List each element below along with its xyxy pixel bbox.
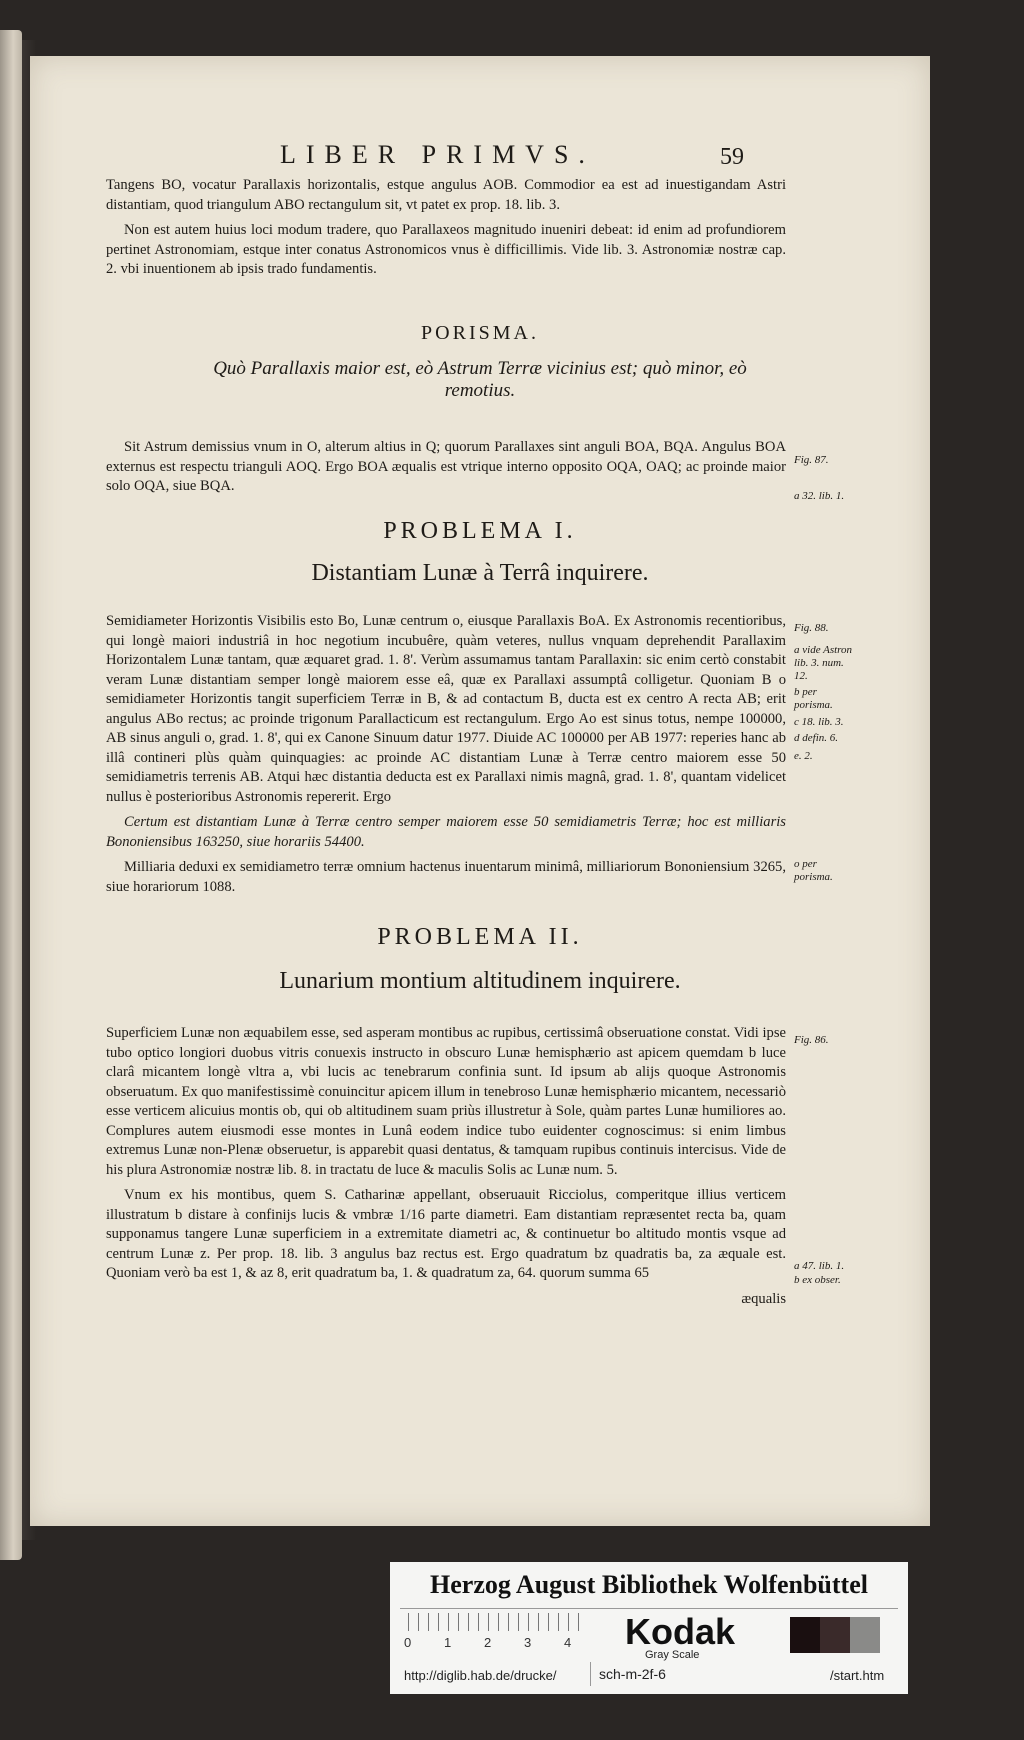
paragraph: Semidiameter Horizontis Visibilis esto Bo, Lunæ centrum o, eiusque Parallaxis BoA. Ex Astronomis recentioribus, qui longè maiori industriâ in hoc negotium incubuêre, quàm veteres, nullus vnquam deprehendit Parallaxim Horizontalem Lunæ tantam, quæ æquaret grad. 1. 8'. Verùm assumamus tantam Parallaxin: sic enim certò constabit veram Lunæ distantiam semper longè maiorem esse eâ, quæ ex Parallaxi assumptâ colligetur. Quoniam B o semidiameter Horizontis tangit superficiem Terræ in B, & ad contactum B, ducta est ex centro A recta AB; erit angulus ABo rectus; ac proinde trigonum Parallacticum est rectangulum. Ergo Ao est sinus totus, nempe 100000, AB sinus anguli o, grad. 1. 8', qui ex Canone Sinuum datur 1977. Diuide AC 100000 per AB 1977: reperies hanc ab illâ contineri plùs quàm quinquagies: ac proinde AC distantiam Lunæ à Terræ centro maiorem esse 50 semidiametris terrenis AB. Atqui hæc distantia deducta est ex Parallaxi nimis magnâ, grad. 1. 8', quantam videlicet nullus è posterioribus Astronomis repererit. Ergo xyxy=(106,613,786,805)
intro-text xyxy=(106,176,786,286)
gray-scale xyxy=(400,1608,898,1661)
margin-note: e. 2. xyxy=(794,750,813,762)
scale-number: 2 xyxy=(484,1635,492,1650)
margin-note: Fig. 86. xyxy=(794,1034,829,1046)
catchword: æqualis xyxy=(741,1290,786,1307)
running-header xyxy=(30,140,930,180)
page-number: 59 xyxy=(720,144,744,170)
scale-number: 4 xyxy=(564,1635,572,1650)
paragraph-italic: Certum est distantiam Lunæ à Terræ centro semper maiorem esse 50 semidiametris Terræ; hoc est milliaris Bononiensibus 163250, siue horariis 54400. xyxy=(106,814,786,850)
margin-note: a vide Astron lib. 3. num. 12. xyxy=(794,644,853,682)
margin-note: c 18. lib. 3. xyxy=(794,716,844,728)
scale-number: 3 xyxy=(524,1635,532,1650)
gray-scale-label: Gray Scale xyxy=(645,1649,700,1661)
kodak-logo: Kodak xyxy=(625,1611,736,1652)
margin-note: b per porisma. xyxy=(794,686,833,711)
problem-2-title: Lunarium montium altitudinem inquirere. xyxy=(279,968,681,994)
porisma-title: Quò Parallaxis maior est, eò Astrum Terræ vicinius est; quò minor, eò remotius. xyxy=(213,358,747,401)
margin-note: a 47. lib. 1. xyxy=(794,1260,845,1272)
margin-note: d defin. 6. xyxy=(794,732,838,744)
gray-swatch xyxy=(790,1617,820,1653)
paragraph: Superficiem Lunæ non æquabilem esse, sed asperam montibus ac rupibus, certissimâ obseruatione constat. Vidi ipse tubo optico longiori duobus vitris conuexis instructo in obscuro Lunæ hemisphærio ast apicem quemdam b luce clarâ micantem longè vltra a, vbi lucis ac tenebrarum confinia sunt. Id ipsum ab alijs quoque Astronomis obseruatum. Ex quo manifestissimè conuincitur apicem illum in tenebroso Lunæ hemisphærio micantem, necessariò esse verticem alicuius montis ob, qui ob altitudinem suam priùs illustretur à Sole, quàm partes Lunæ humiliores ao. Complures autem eiusmodi esse montes in Lunâ eodem indice tubo euidenter cognoscimus: si enim limbus extremus Lunæ non-Plenæ obseruetur, is apparebit quasi dentatus, & tamquam rupibus continuis intercisus. Vide de his plura Astronomiæ nostræ lib. 8. in tractatu de luce & maculis Solis ac Lunæ num. 5. xyxy=(106,1025,786,1178)
book-page xyxy=(30,56,930,1526)
paragraph: Vnum ex his montibus, quem S. Catharinæ appellant, obseruauit Ricciolus, comperitque illius verticem illustratum b distare à confinijs lucis & vmbræ 1/16 parte diametri. Eam distantiam repræsentet recta ba, quam supponamus tangere Lunæ superficiem in a extremitate diametri ac, & continuetur bo altitudo montis vsque ad centrum Lunæ z. Per prop. 18. lib. 3 angulus baz rectus est. Ergo quadratum bz quadratis ba, za æquale est. Quoniam verò ba est 1, & az 8, erit quadratum ba, 1. & quadratum za, 64. quorum summa 65 xyxy=(106,1187,786,1281)
adjacent-page-edge xyxy=(0,30,22,1560)
margin-note: a 32. lib. 1. xyxy=(794,490,845,502)
url-text: http://diglib.hab.de/drucke/ xyxy=(404,1668,557,1683)
porisma-heading: PORISMA. xyxy=(421,322,539,344)
scale-number: 1 xyxy=(444,1635,452,1650)
running-title: LIBER PRIMVS. xyxy=(280,140,595,169)
porisma-text xyxy=(106,438,786,503)
problem-1-title: Distantiam Lunæ à Terrâ inquirere. xyxy=(311,560,649,586)
scale-number: 0 xyxy=(404,1635,412,1650)
url-suffix: /start.htm xyxy=(830,1668,885,1683)
margin-note: o per porisma. xyxy=(794,858,833,883)
paragraph: Non est autem huius loci modum tradere, quo Parallaxeos magnitudo inueniri debeat: id enim ad profundiorem pertinet Astronomiam, estque inter conatus Astronomicos vnus è difficillimis. Vide lib. 3. Astronomiæ nostræ cap. 2. vbi inuentionem ab ipsis trado fundamentis. xyxy=(106,222,786,277)
paragraph: Sit Astrum demissius vnum in O, alterum altius in Q; quorum Parallaxes sint anguli BOA, BQA. Angulus BOA externus est respectu trianguli AOQ. Ergo BOA æqualis est vtrique interno opposito OQA, OAQ; ac proinde maior solo OQA, siue BQA. xyxy=(106,439,786,494)
paragraph: Milliaria deduxi ex semidiametro terræ omnium hactenus inuentarum minimâ, milliariorum Bononiensium 3265, siue horariorum 1088. xyxy=(106,859,786,895)
paragraph: Tangens BO, vocatur Parallaxis horizontalis, estque angulus AOB. Commodior ea est ad inuestigandam Astri distantiam, quod triangulum ABO rectangulum sit, vt patet ex prop. 18. lib. 3. xyxy=(106,177,786,213)
margin-note: b ex obser. xyxy=(794,1274,841,1286)
scale-ticks xyxy=(408,1613,588,1631)
gray-swatch xyxy=(850,1617,880,1653)
margin-note: Fig. 87. xyxy=(794,454,829,466)
problem-2-text xyxy=(106,1024,786,1309)
color-calibration-card xyxy=(390,1562,908,1694)
problem-2-heading: PROBLEMA II. xyxy=(377,924,583,950)
gray-swatch xyxy=(820,1617,850,1653)
margin-note: Fig. 88. xyxy=(794,622,829,634)
library-name: Herzog August Bibliothek Wolfenbüttel xyxy=(430,1570,868,1599)
shelfmark: sch-m-2f-6 xyxy=(590,1662,674,1686)
problem-1-heading: PROBLEMA I. xyxy=(383,518,577,544)
problem-1-text xyxy=(106,612,786,903)
